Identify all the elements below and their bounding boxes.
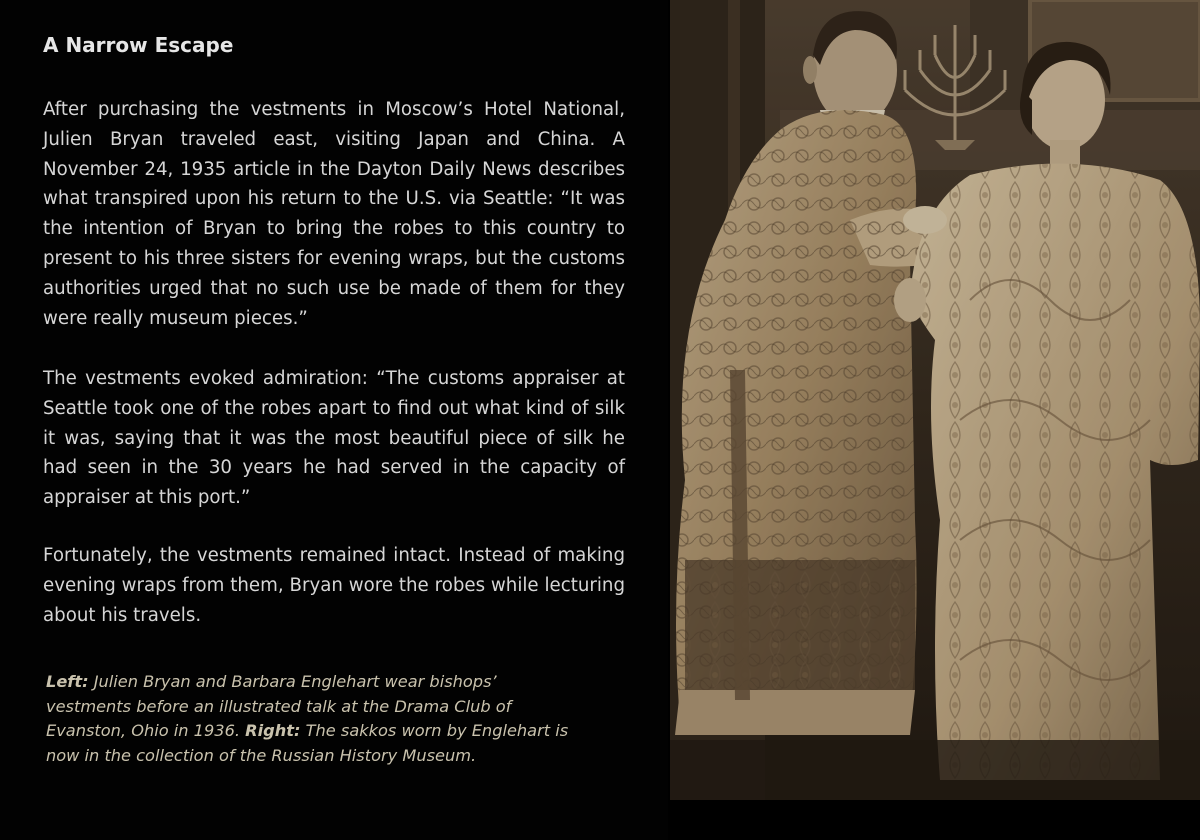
paragraph-intact: Fortunately, the vestments remained intact. Instead of making evening wraps from them, Bryan wore the robes while lecturing about his travels. [43, 545, 625, 626]
photograph-illustration [670, 0, 1200, 800]
paragraph-purchase: After purchasing the vestments in Moscow’s Hotel National, Julien Bryan traveled east, visiting Japan and China. A November 24, 1935 article in the Dayton Daily News describes what transpired upon his return to the U.S. via Seattle: “It was the intention of Bryan to bring the robes to this country to present to his three sisters for evening wraps, but the customs authorities urged that no such use be made of them for they were really museum pieces.” [43, 99, 625, 329]
caption-left-text: Julien Bryan and Barbara Englehart wear bishops’ vestments before an illustrated talk at the Drama Club of Evanston, Ohio in 1936. [46, 672, 512, 740]
caption-right-text: The sakkos worn by Englehart is now in the collection of the Russian History Museum. [46, 721, 569, 765]
photo-bottom-margin [670, 800, 1200, 840]
caption-left-label: Left: [46, 672, 89, 691]
caption-right-label: Right: [245, 721, 301, 740]
photo-caption [46, 670, 586, 768]
paragraph-admiration: The vestments evoked admiration: “The customs appraiser at Seattle took one of the robes apart to find out what kind of silk it was, saying that it was the most beautiful piece of silk he had seen in the 30 years he had served in the capacity of appraiser at this port.” [43, 368, 625, 509]
sepia-photograph [670, 0, 1200, 800]
page-title: A Narrow Escape [43, 33, 234, 57]
